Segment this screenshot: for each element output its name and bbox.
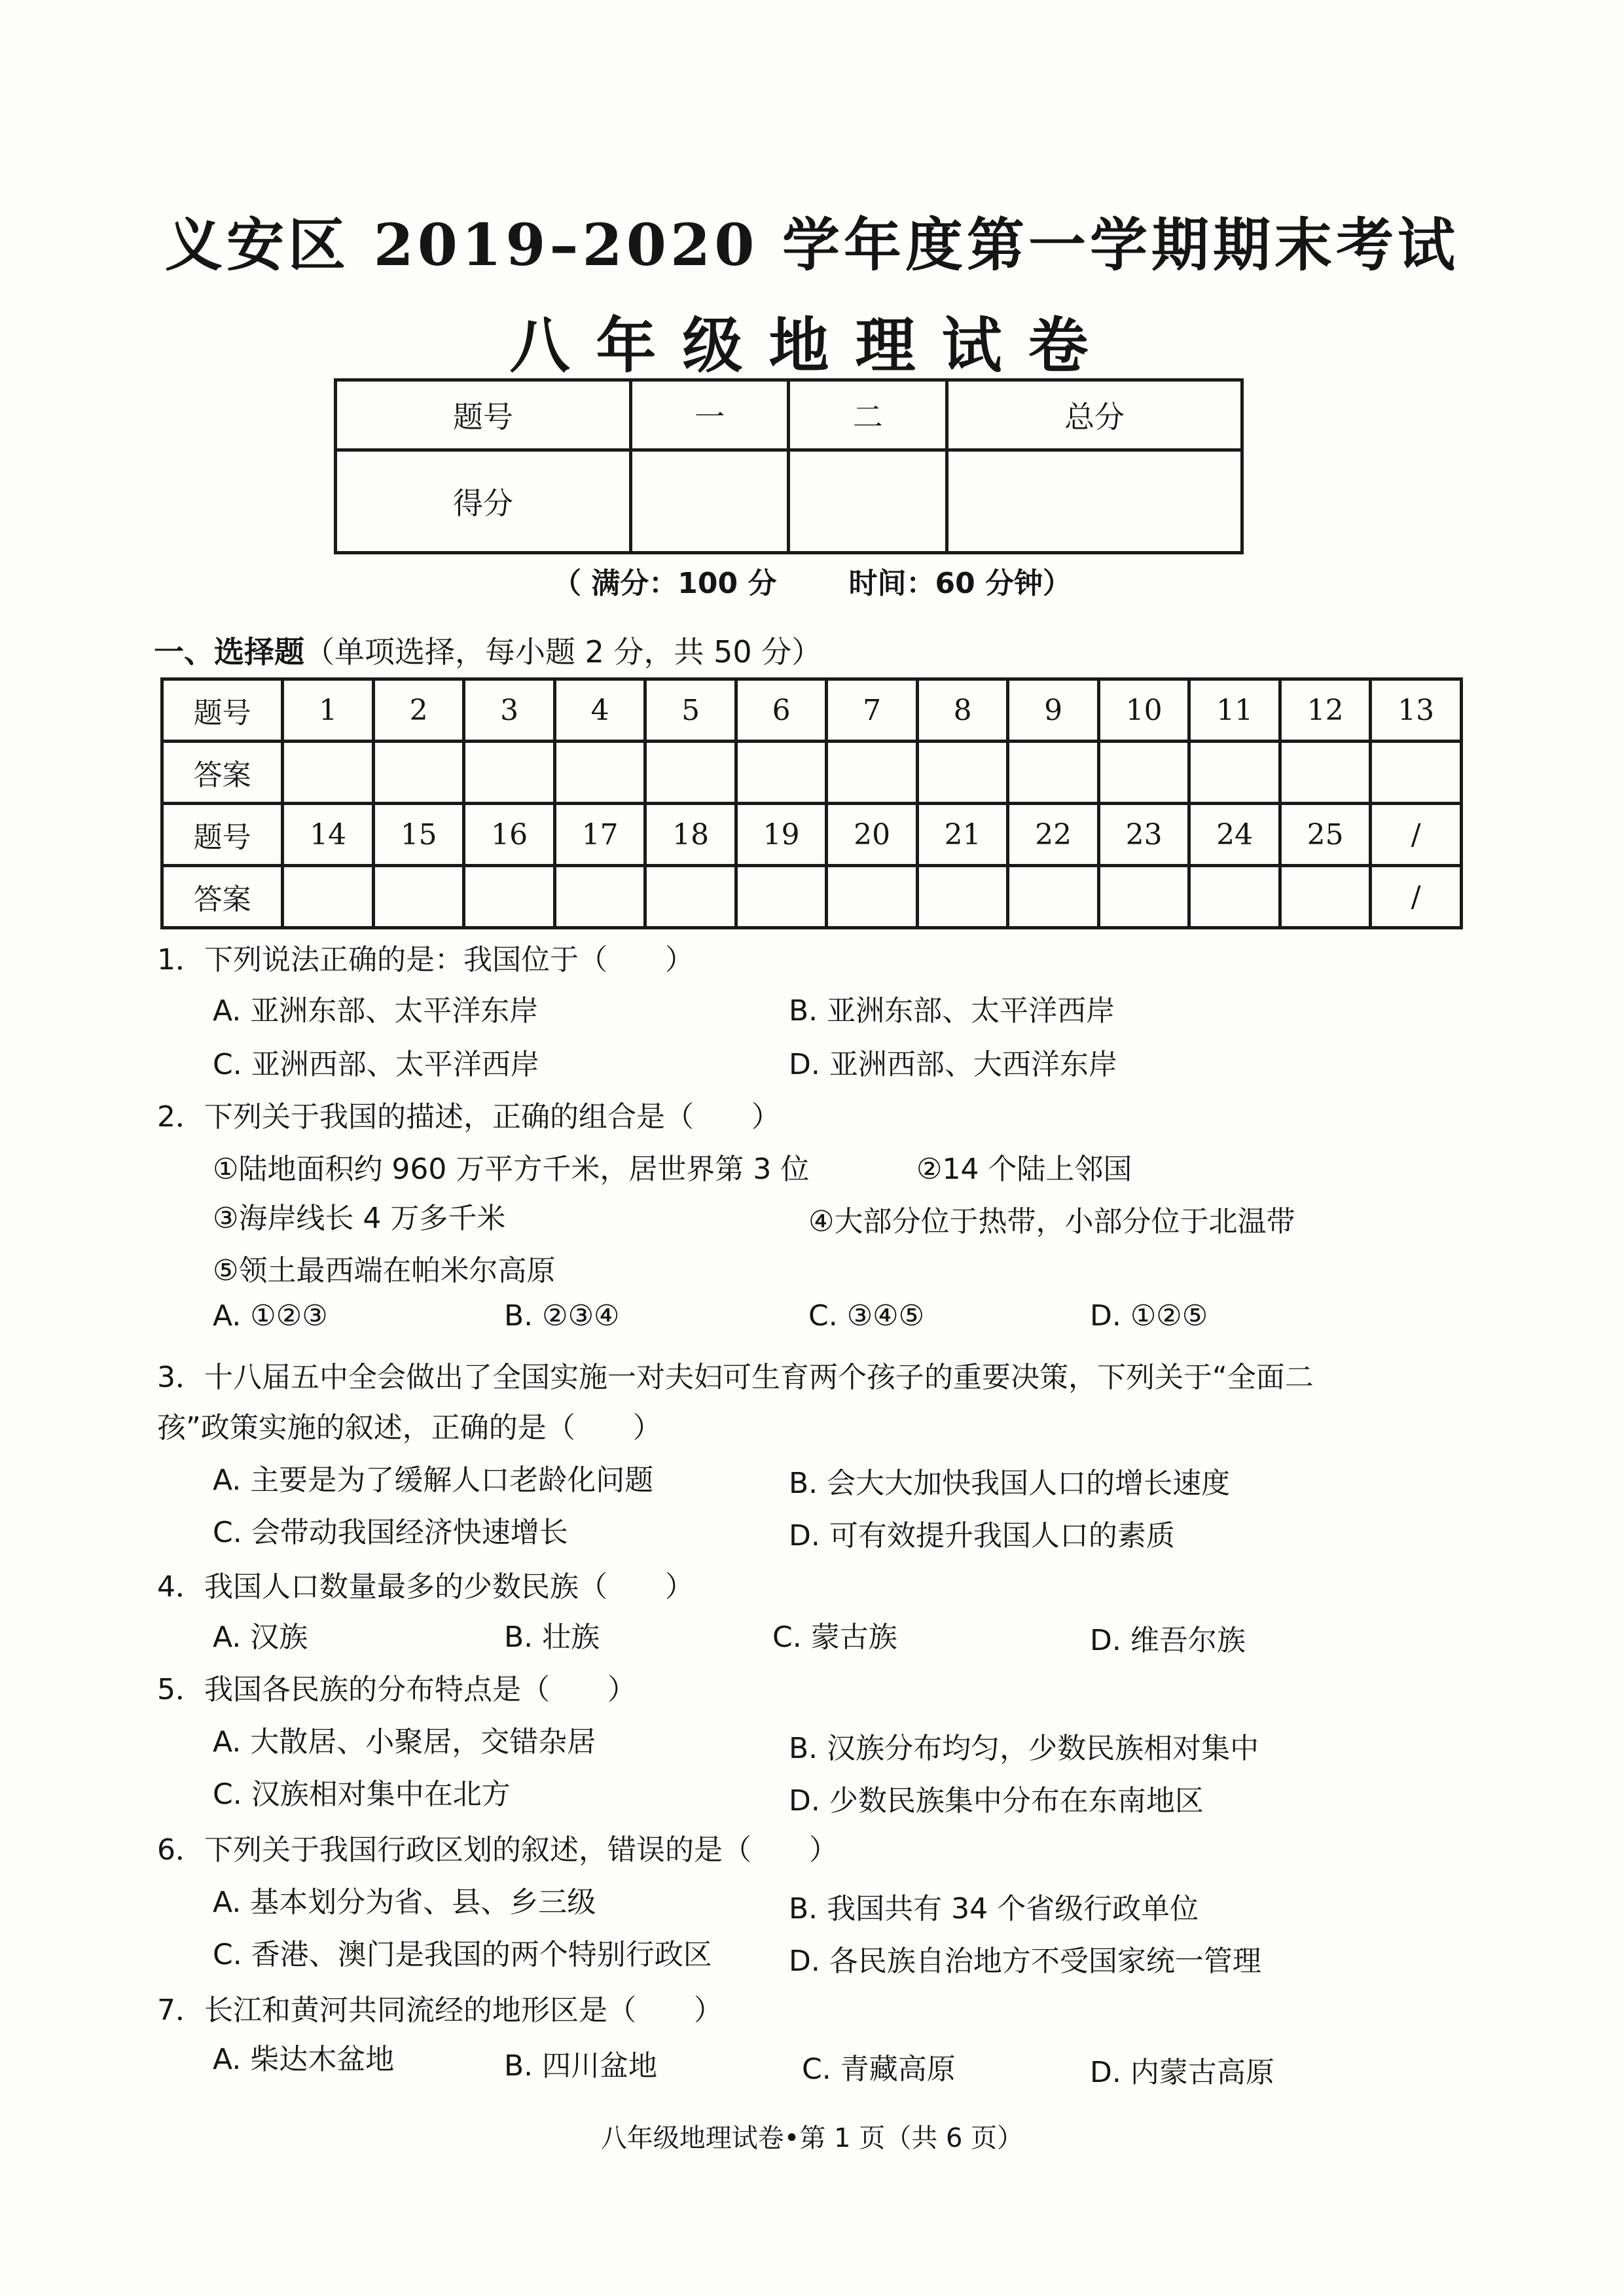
question-1-option-d[interactable]: D. 亚洲西部、大西洋东岸 — [789, 1048, 1117, 1081]
answer-cell[interactable] — [373, 742, 464, 804]
question-3-stem-cont: 孩”政策实施的叙述，正确的是（ ） — [157, 1411, 662, 1444]
question-number: 23 — [1098, 804, 1189, 866]
section-heading — [154, 628, 821, 672]
exam-time: 时间：60 分钟） — [848, 567, 1072, 600]
question-6-option-d[interactable]: D. 各民族自治地方不受国家统一管理 — [789, 1945, 1261, 1978]
answer-cell[interactable] — [1371, 742, 1462, 804]
score-header-cell: 题号 — [336, 380, 631, 450]
answer-cell[interactable] — [464, 742, 555, 804]
answer-label: 题号 — [162, 804, 283, 866]
question-number: 4 — [554, 679, 645, 742]
question-number: 7 — [827, 679, 918, 742]
answer-cell[interactable] — [1280, 866, 1371, 928]
question-1-option-c[interactable]: C. 亚洲西部、太平洋西岸 — [213, 1048, 539, 1081]
answer-label: 答案 — [162, 742, 283, 804]
answer-cell[interactable] — [554, 742, 645, 804]
question-1-stem: 1．下列说法正确的是：我国位于（ ） — [157, 943, 694, 977]
section-note: （单项选择，每小题 2 分，共 50 分） — [304, 634, 822, 670]
answer-cell[interactable] — [645, 866, 736, 928]
question-3-option-c[interactable]: C. 会带动我国经济快速增长 — [213, 1516, 568, 1549]
answer-cell[interactable] — [283, 742, 374, 804]
question-6-option-a[interactable]: A. 基本划分为省、县、乡三级 — [213, 1886, 596, 1919]
question-6-stem: 6．下列关于我国行政区划的叙述，错误的是（ ） — [157, 1833, 838, 1867]
full-score: （ 满分：100 分 — [552, 567, 777, 600]
question-number: 1 — [283, 679, 374, 742]
question-number: 16 — [464, 804, 555, 866]
question-number: 13 — [1371, 679, 1462, 742]
question-number: 25 — [1280, 804, 1371, 866]
question-2-item: ④大部分位于热带，小部分位于北温带 — [808, 1205, 1295, 1238]
question-number: 12 — [1280, 679, 1371, 742]
question-5-option-b[interactable]: B. 汉族分布均匀，少数民族相对集中 — [789, 1732, 1259, 1765]
exam-subtitle: 八年级地理试卷 — [509, 310, 1115, 381]
answer-cell[interactable] — [283, 866, 374, 928]
question-2-item: ⑤领土最西端在帕米尔高原 — [213, 1254, 556, 1287]
question-7-stem: 7．长江和黄河共同流经的地形区是（ ） — [157, 1994, 723, 2027]
answer-cell[interactable] — [827, 866, 918, 928]
answer-cell[interactable] — [1008, 742, 1099, 804]
question-6-option-c[interactable]: C. 香港、澳门是我国的两个特别行政区 — [213, 1938, 712, 1971]
answer-label: 答案 — [162, 866, 283, 928]
page-footer: 八年级地理试卷•第 1 页（共 6 页） — [600, 2123, 1024, 2153]
score-blank-cell[interactable] — [631, 450, 789, 553]
question-2-item: ①陆地面积约 960 万平方千米，居世界第 3 位 — [213, 1153, 810, 1186]
answer-cell[interactable] — [1098, 866, 1189, 928]
question-4-option-b[interactable]: B. 壮族 — [504, 1621, 600, 1654]
question-number: 5 — [645, 679, 736, 742]
score-header-cell: 一 — [631, 380, 789, 450]
question-number: 24 — [1189, 804, 1280, 866]
exam-meta — [0, 560, 1624, 601]
question-1-option-a[interactable]: A. 亚洲东部、太平洋东岸 — [213, 994, 539, 1028]
question-6-option-b[interactable]: B. 我国共有 34 个省级行政单位 — [789, 1892, 1199, 1926]
question-number: 2 — [373, 679, 464, 742]
question-7-option-d[interactable]: D. 内蒙古高原 — [1090, 2056, 1274, 2089]
question-2-option-c[interactable]: C. ③④⑤ — [808, 1299, 925, 1333]
question-2-option-a[interactable]: A. ①②③ — [213, 1299, 328, 1333]
question-number: 17 — [554, 804, 645, 866]
question-number: 14 — [283, 804, 374, 866]
answer-slash-cell: / — [1371, 866, 1462, 928]
question-number: 3 — [464, 679, 555, 742]
question-number: 9 — [1008, 679, 1099, 742]
answer-cell[interactable] — [1189, 866, 1280, 928]
answer-cell[interactable] — [827, 742, 918, 804]
score-header-cell: 总分 — [947, 380, 1242, 450]
answer-cell[interactable] — [464, 866, 555, 928]
question-3-option-a[interactable]: A. 主要是为了缓解人口老龄化问题 — [213, 1463, 654, 1497]
question-3-option-d[interactable]: D. 可有效提升我国人口的素质 — [789, 1519, 1175, 1552]
question-number: 15 — [373, 804, 464, 866]
question-number: 19 — [736, 804, 827, 866]
answer-cell[interactable] — [736, 742, 827, 804]
question-2-item: ③海岸线长 4 万多千米 — [213, 1202, 506, 1235]
answer-cell[interactable] — [373, 866, 464, 928]
question-7-option-c[interactable]: C. 青藏高原 — [802, 2053, 956, 2086]
answer-cell[interactable] — [917, 742, 1008, 804]
answer-cell[interactable] — [1098, 742, 1189, 804]
question-4-option-c[interactable]: C. 蒙古族 — [772, 1621, 897, 1654]
question-number: 11 — [1189, 679, 1280, 742]
question-2-item: ②14 个陆上邻国 — [916, 1153, 1132, 1186]
question-4-option-d[interactable]: D. 维吾尔族 — [1090, 1624, 1246, 1657]
question-number: 22 — [1008, 804, 1099, 866]
section-title: 一、选择题 — [154, 634, 304, 670]
question-number: 8 — [917, 679, 1008, 742]
question-7-option-a[interactable]: A. 柴达木盆地 — [213, 2043, 395, 2076]
score-blank-cell[interactable] — [789, 450, 947, 553]
question-1-option-b[interactable]: B. 亚洲东部、太平洋西岸 — [789, 994, 1115, 1028]
score-header-cell: 二 — [789, 380, 947, 450]
question-2-option-b[interactable]: B. ②③④ — [504, 1299, 620, 1333]
question-2-stem: 2．下列关于我国的描述，正确的组合是（ ） — [157, 1100, 780, 1134]
exam-title: 义安区 2019–2020 学年度第一学期期末考试 — [164, 211, 1460, 279]
question-number: 18 — [645, 804, 736, 866]
answer-cell[interactable] — [1008, 866, 1099, 928]
answer-cell[interactable] — [917, 866, 1008, 928]
question-3-option-b[interactable]: B. 会大大加快我国人口的增长速度 — [789, 1467, 1231, 1500]
question-7-option-b[interactable]: B. 四川盆地 — [504, 2049, 658, 2083]
answer-cell[interactable] — [554, 866, 645, 928]
question-5-stem: 5．我国各民族的分布特点是（ ） — [157, 1673, 636, 1706]
question-number: 21 — [917, 804, 1008, 866]
answer-cell[interactable] — [1280, 742, 1371, 804]
question-number: / — [1371, 804, 1462, 866]
score-blank-cell[interactable] — [947, 450, 1242, 553]
score-table — [334, 378, 1244, 554]
score-row-label: 得分 — [336, 450, 631, 553]
question-5-option-a[interactable]: A. 大散居、小聚居，交错杂居 — [213, 1725, 596, 1759]
question-4-option-a[interactable]: A. 汉族 — [213, 1621, 308, 1654]
question-number: 20 — [827, 804, 918, 866]
answer-label: 题号 — [162, 679, 283, 742]
answer-table — [160, 677, 1463, 929]
question-2-option-d[interactable]: D. ①②⑤ — [1090, 1299, 1208, 1333]
answer-cell[interactable] — [645, 742, 736, 804]
question-number: 10 — [1098, 679, 1189, 742]
question-number: 6 — [736, 679, 827, 742]
question-5-option-d[interactable]: D. 少数民族集中分布在东南地区 — [789, 1784, 1204, 1818]
answer-cell[interactable] — [1189, 742, 1280, 804]
question-3-stem: 3．十八届五中全会做出了全国实施一对夫妇可生育两个孩子的重要决策，下列关于“全面二 — [157, 1361, 1314, 1394]
question-4-stem: 4．我国人口数量最多的少数民族（ ） — [157, 1570, 694, 1604]
question-5-option-c[interactable]: C. 汉族相对集中在北方 — [213, 1778, 511, 1811]
answer-cell[interactable] — [736, 866, 827, 928]
